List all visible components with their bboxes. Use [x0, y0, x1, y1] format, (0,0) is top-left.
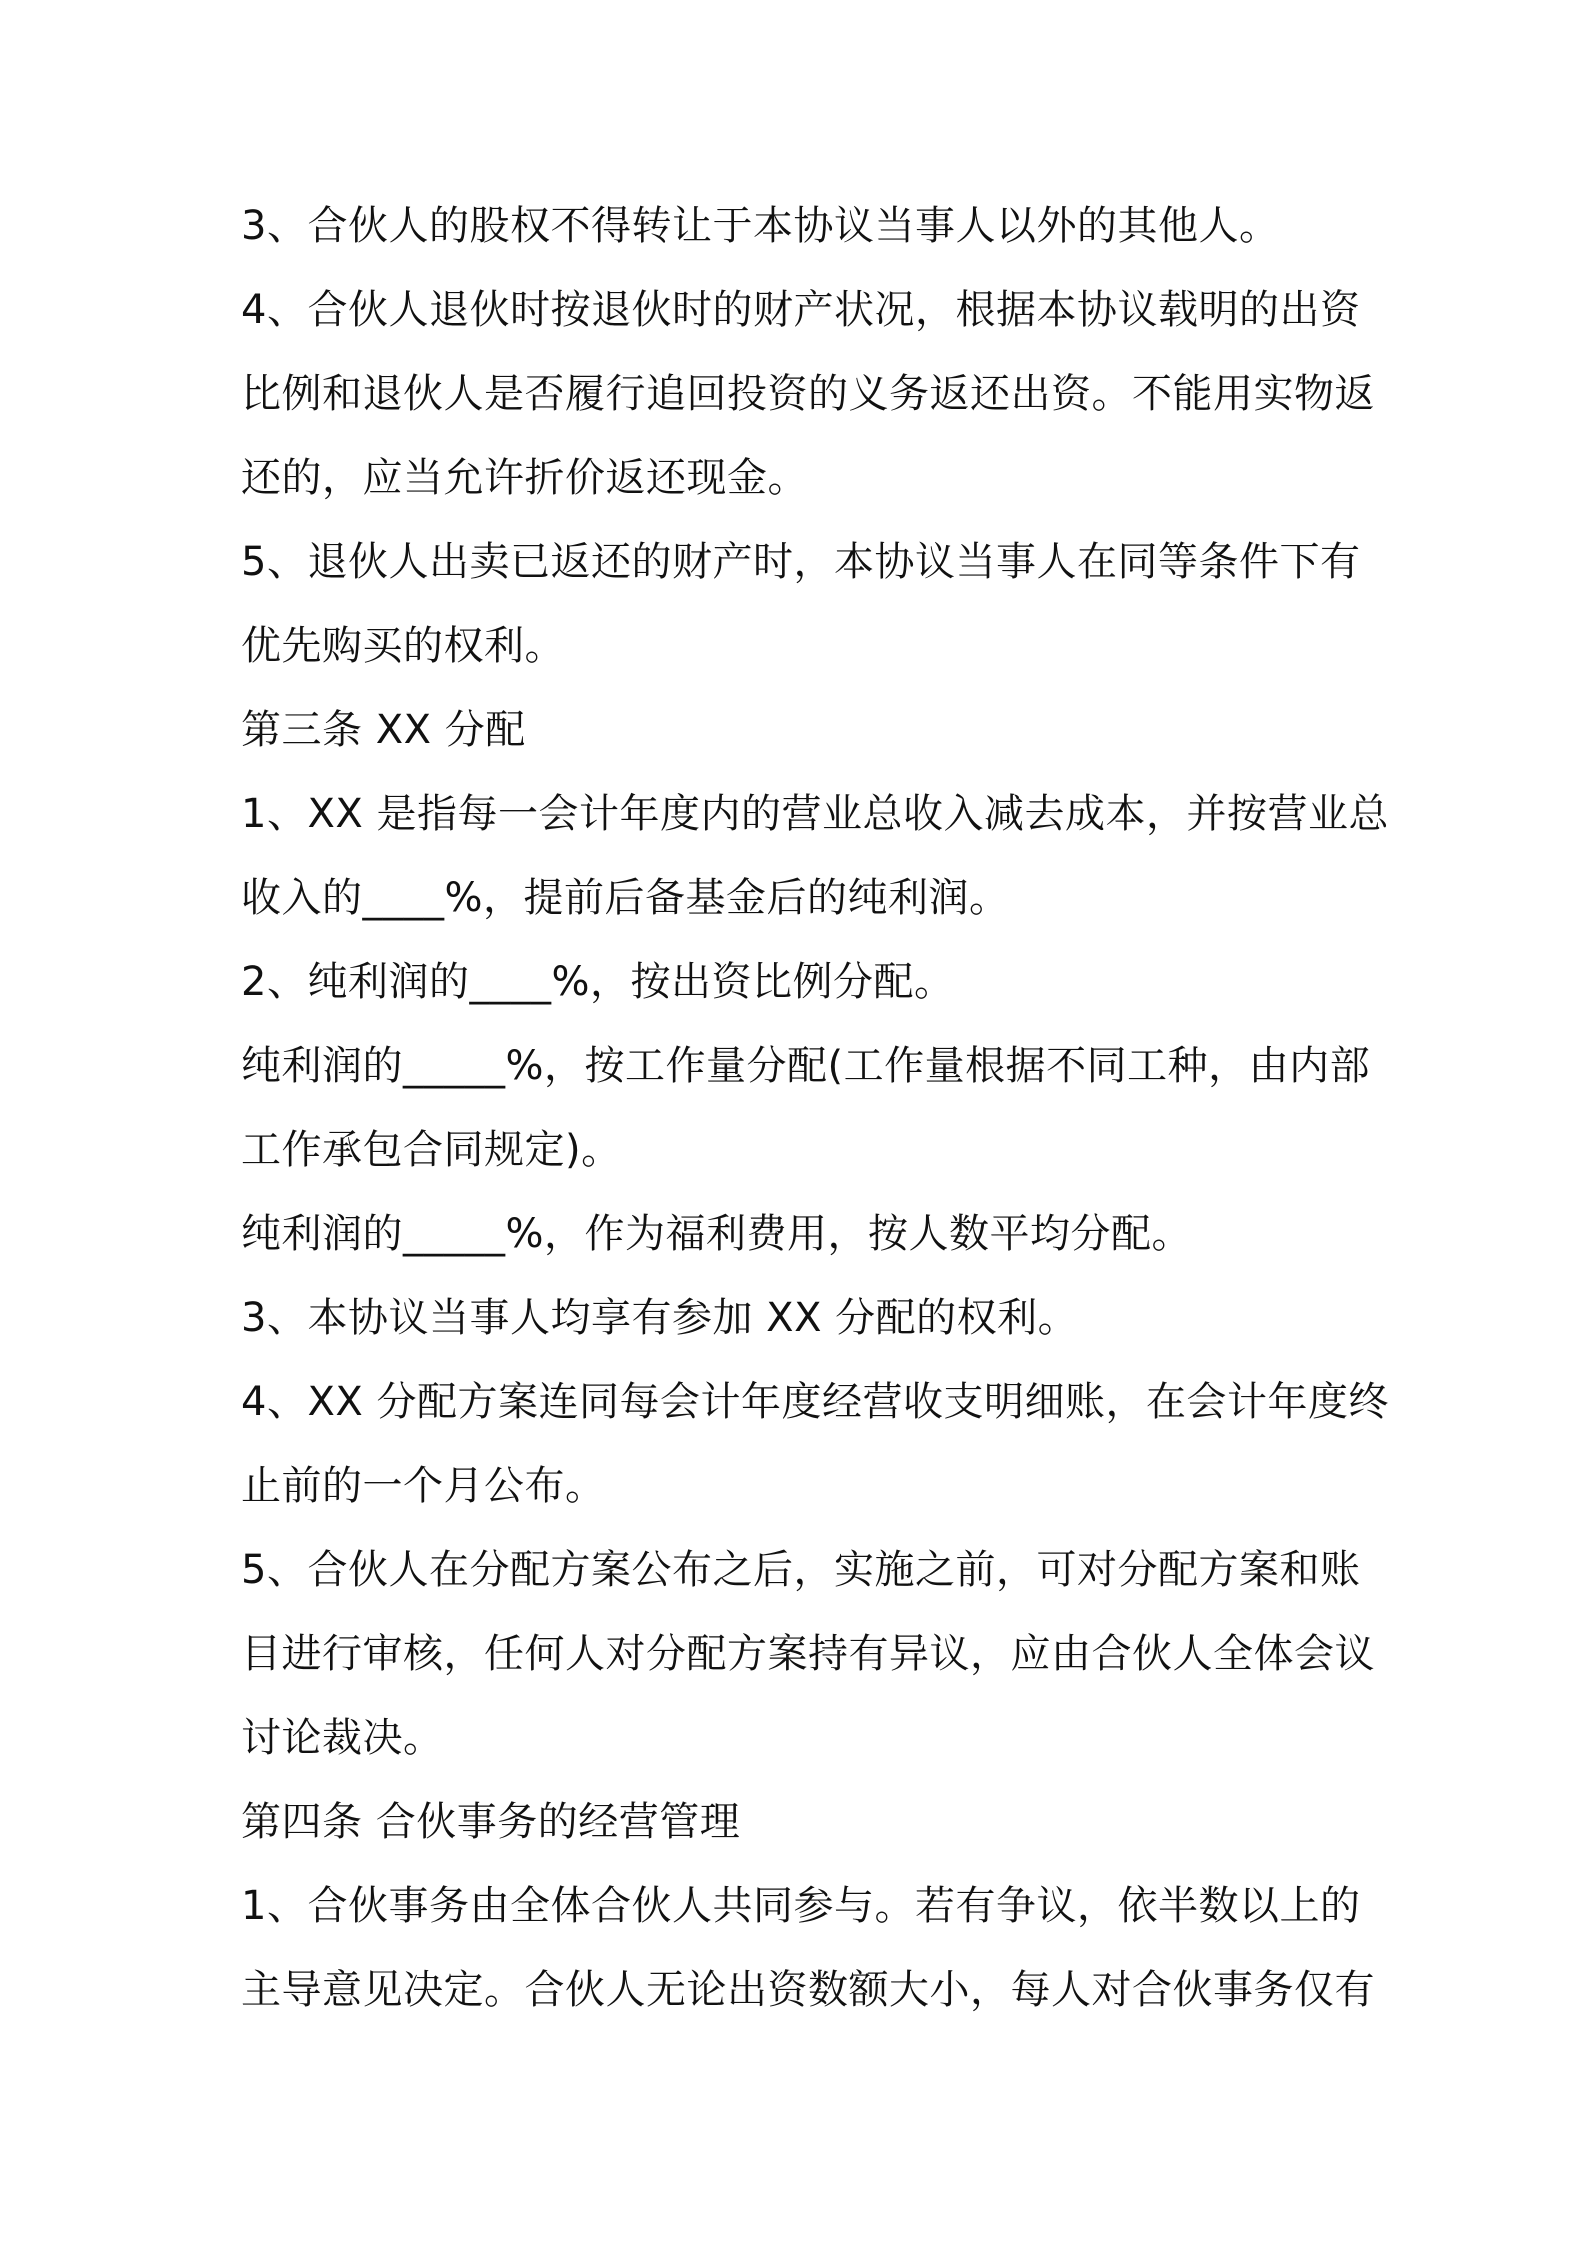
text-line: 比例和退伙人是否履行追回投资的义务返还出资。不能用实物返	[241, 371, 1375, 417]
text-line: 目进行审核，任何人对分配方案持有异议，应由合伙人全体会议	[241, 1631, 1375, 1677]
text-line: 3、本协议当事人均享有参加 XX 分配的权利。	[241, 1295, 1079, 1341]
text-line: 优先购买的权利。	[241, 623, 565, 669]
text-line: 3、合伙人的股权不得转让于本协议当事人以外的其他人。	[241, 203, 1280, 249]
section-heading: 第四条 合伙事务的经营管理	[241, 1799, 741, 1845]
text-line: 纯利润的_____%，按工作量分配(工作量根据不同工种，由内部	[241, 1043, 1371, 1089]
text-line: 4、XX 分配方案连同每会计年度经营收支明细账，在会计年度终	[241, 1379, 1389, 1425]
text-line: 主导意见决定。合伙人无论出资数额大小，每人对合伙事务仅有	[241, 1967, 1375, 2013]
text-line: 5、退伙人出卖已返还的财产时，本协议当事人在同等条件下有	[241, 539, 1361, 585]
text-line: 还的，应当允许折价返还现金。	[241, 455, 808, 501]
section-heading: 第三条 XX 分配	[241, 707, 526, 753]
text-line: 收入的____%，提前后备基金后的纯利润。	[241, 875, 1010, 921]
text-line: 纯利润的_____%，作为福利费用，按人数平均分配。	[241, 1211, 1193, 1257]
text-line: 1、合伙事务由全体合伙人共同参与。若有争议，依半数以上的	[241, 1883, 1361, 1929]
text-line: 讨论裁决。	[241, 1715, 444, 1761]
text-line: 工作承包合同规定)。	[241, 1127, 622, 1173]
text-line: 2、纯利润的____%，按出资比例分配。	[241, 959, 955, 1005]
text-line: 1、XX 是指每一会计年度内的营业总收入减去成本，并按营业总	[241, 791, 1389, 837]
text-line: 5、合伙人在分配方案公布之后，实施之前，可对分配方案和账	[241, 1547, 1361, 1593]
text-line: 止前的一个月公布。	[241, 1463, 606, 1509]
text-line: 4、合伙人退伙时按退伙时的财产状况，根据本协议载明的出资	[241, 287, 1361, 333]
